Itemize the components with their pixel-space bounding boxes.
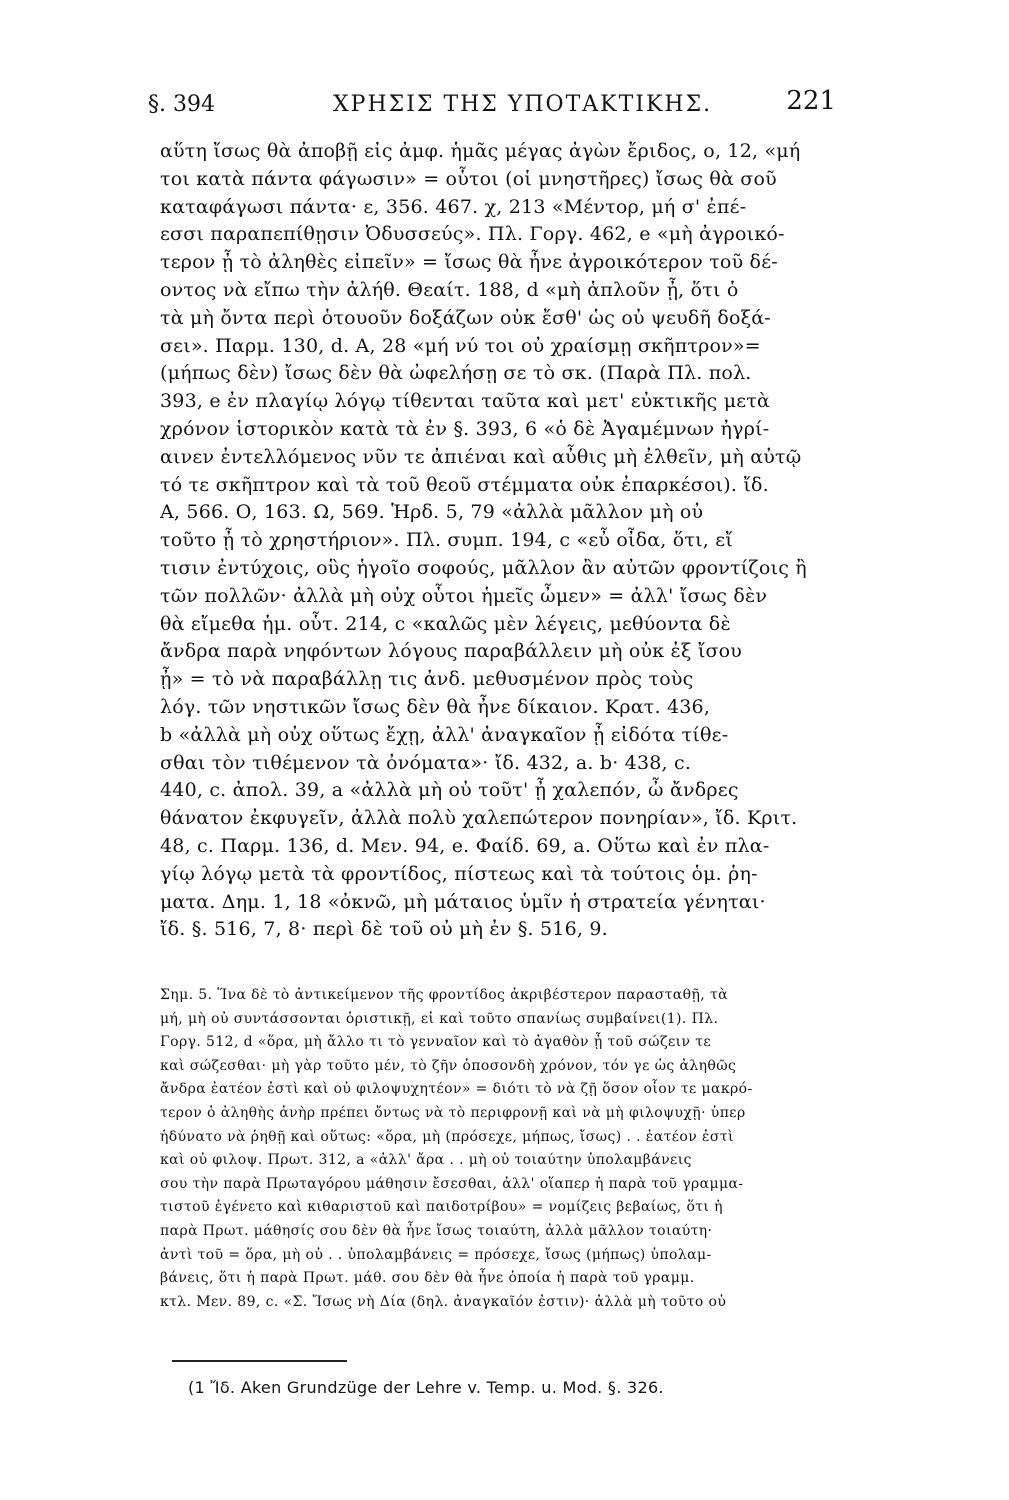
note-5-text <box>160 984 852 1314</box>
footnote-rule <box>172 1360 347 1362</box>
text-line: εσσι παραπεπίθῃσιν Ὀδυσσεύς». Πλ. Γοργ. 462, e «μὴ ἀγροικό- <box>160 223 785 246</box>
note-line: ἡδύνατο νὰ ῥηθῇ καὶ οὕτως: «ὅρα, μὴ (πρόσεχε, μήπως, ἴσως) . . ἐατέον ἐστὶ <box>160 1128 734 1145</box>
text-line: θὰ εἴμεθα ἡμ. οὗτ. 214, c «καλῶς μὲν λέγεις, μεθύοντα δὲ <box>160 612 731 635</box>
main-text <box>160 138 852 944</box>
note-line: ἀντὶ τοῦ = ὅρα, μὴ οὐ . . ὑπολαμβάνεις = πρόσεχε, ἴσως (μήπως) ὑπολαμ- <box>160 1246 712 1263</box>
note-line: βάνεις, ὅτι ἡ παρὰ Πρωτ. μάθ. σου δὲν θὰ ἦνε ὁποία ἡ παρὰ τοῦ γραμμ. <box>160 1270 695 1287</box>
text-line: χρόνον ἱστορικὸν κατὰ τὰ ἐν §. 393, 6 «ὁ δὲ Ἀγαμέμνων ἠγρί- <box>160 417 770 440</box>
footnote: (1 Ἴδ. Aken Grundzüge der Lehre v. Temp. u. Mod. §. 326. <box>188 1378 664 1397</box>
text-line: καταφάγωσι πάντα· ε, 356. 467. χ, 213 «Μέντορ, μή σ' ἐπέ- <box>160 195 747 218</box>
note-line: τερον ὁ ἀληθὴς ἀνὴρ πρέπει ὄντως νὰ τὸ περιφρονῇ καὶ νὰ μὴ φιλοψυχῇ· ὑπερ <box>160 1104 746 1121</box>
note-line: σου τὴν παρὰ Πρωταγόρου μάθησιν ἔσεσθαι, ἀλλ' οἵαπερ ἡ παρὰ τοῦ γραμμα- <box>160 1175 744 1192</box>
text-line: ματα. Δημ. 1, 18 «ὀκνῶ, μὴ μάταιος ὑμῖν ἡ στρατεία γένηται· <box>160 890 766 913</box>
text-line: λόγ. τῶν νηστικῶν ἴσως δὲν θὰ ἦνε δίκαιον. Κρατ. 436, <box>160 695 711 718</box>
note-line: μή, μὴ οὐ συντάσσονται ὁριστικῇ, εἰ καὶ τοῦτο σπανίως συμβαίνει(1). Πλ. <box>160 1010 719 1027</box>
text-line: αινεν ἐντελλόμενος νῦν τε ἀπιέναι καὶ αὖθις μὴ ἐλθεῖν, μὴ αὐτῷ <box>160 445 802 468</box>
text-line: σει». Παρμ. 130, d. Α, 28 «μή νύ τοι οὐ χραίσμῃ σκῆπτρον»= <box>160 334 761 357</box>
text-line: τό τε σκῆπτρον καὶ τὰ τοῦ θεοῦ στέμματα οὐκ ἐπαρκέσοι). ἴδ. <box>160 473 769 496</box>
text-line: b «ἀλλὰ μὴ οὐχ οὕτως ἔχῃ, ἀλλ' ἀναγκαῖον ᾖ εἰδότα τίθε- <box>160 723 729 746</box>
text-line: αὕτη ἴσως θὰ ἀποβῇ εἰς ἀμφ. ἡμᾶς μέγας ἀγὼν ἔριδος, ο, 12, «μή <box>160 140 801 162</box>
text-line: ἴδ. §. 516, 7, 8· περὶ δὲ τοῦ οὐ μὴ ἐν §. 516, 9. <box>160 918 608 941</box>
text-line: 393, e ἐν πλαγίῳ λόγῳ τίθενται ταῦτα καὶ μετ' εὐκτικῆς μετὰ <box>160 390 771 413</box>
text-line: 440, c. ἀπολ. 39, a «ἀλλὰ μὴ οὐ τοῦτ' ᾖ χαλεπόν, ὦ ἄνδρες <box>160 779 739 802</box>
text-line: θάνατον ἐκφυγεῖν, ἀλλὰ πολὺ χαλεπώτερον πονηρίαν», ἴδ. Κριτ. <box>160 807 798 830</box>
text-line: τερον ᾖ τὸ ἀληθὲς εἰπεῖν» = ἴσως θὰ ἦνε ἀγροικότερον τοῦ δέ- <box>160 251 778 274</box>
text-line: ἄνδρα παρὰ νηφόντων λόγους παραβάλλειν μὴ οὐκ ἐξ ἴσου <box>160 640 743 663</box>
text-line: τῶν πολλῶν· ἀλλὰ μὴ οὐχ οὗτοι ἡμεῖς ὦμεν» = ἀλλ' ἴσως δὲν <box>160 584 768 607</box>
note-line: ἄνδρα ἐατέον ἐστὶ καὶ οὐ φιλοψυχητέον» = διότι τὸ νὰ ζῇ ὅσον οἷον τε μακρό- <box>160 1081 753 1098</box>
note-line: κτλ. Μεν. 89, c. «Σ. Ἴσως νὴ Δία (δηλ. ἀναγκαῖόν ἐστιν)· ἀλλὰ μὴ τοῦτο οὐ <box>160 1293 727 1310</box>
note-line: παρὰ Πρωτ. μάθησίς σου δὲν θὰ ἦνε ἴσως τοιαύτη, ἀλλὰ μᾶλλον τοιαύτη· <box>160 1222 713 1239</box>
text-line: Α, 566. Ο, 163. Ω, 569. Ἡρδ. 5, 79 «ἀλλὰ μᾶλλον μὴ οὐ <box>160 501 704 524</box>
running-header <box>148 78 848 128</box>
text-line: τοι κατὰ πάντα φάγωσιν» = οὗτοι (οἱ μνηστῆρες) ἴσως θὰ σοῦ <box>160 167 777 190</box>
text-line: οντος νὰ εἴπω τὴν ἀλήθ. Θεαίτ. 188, d «μὴ ἁπλοῦν ᾖ, ὅτι ὁ <box>160 278 739 301</box>
text-line: (μήπως δὲν) ἴσως δὲν θὰ ὠφελήσῃ σε τὸ σκ. (Παρὰ Πλ. πολ. <box>160 362 752 385</box>
text-line: σθαι τὸν τιθέμενον τὰ ὀνόματα»· ἴδ. 432, a. b· 438, c. <box>160 751 692 774</box>
running-title: ΧΡΗΣΙΣ ΤΗΣ ΥΠΟΤΑΚΤΙΚΗΣ. <box>333 92 713 117</box>
note-line: καὶ οὐ φιλοψ. Πρωτ. 312, a «ἀλλ' ἄρα . . μὴ οὐ τοιαύτην ὑπολαμβάνεις <box>160 1152 692 1169</box>
section-number: §. 394 <box>148 92 215 117</box>
note-line: τιστοῦ ἐγένετο καὶ κιθαριστοῦ καὶ παιδοτρίβου» = νομίζεις βεβαίως, ὅτι ἡ <box>160 1199 723 1216</box>
text-line: ᾖ» = τὸ νὰ παραβάλλῃ τις ἀνδ. μεθυσμένον πρὸς τοὺς <box>160 668 694 691</box>
text-line: γίῳ λόγῳ μετὰ τὰ φροντίδος, πίστεως καὶ τὰ τούτοις ὁμ. ῥη- <box>160 862 758 885</box>
note-line: καὶ σώζεσθαι· μὴ γὰρ τοῦτο μέν, τὸ ζῆν ὁποσονδὴ χρόνον, τόν γε ὡς ἀληθῶς <box>160 1057 737 1074</box>
text-line: τισιν ἐντύχοις, οὓς ἡγοῖο σοφούς, μᾶλλον ἂν αὐτῶν φροντίζοις ἢ <box>160 556 807 579</box>
text-line: τὰ μὴ ὄντα περὶ ὁτουοῦν δοξάζων οὐκ ἔσθ' ὡς οὐ ψευδῆ δοξά- <box>160 306 771 329</box>
page-number: 221 <box>786 86 836 116</box>
text-line: τοῦτο ᾖ τὸ χρηστήριον». Πλ. συμπ. 194, c «εὖ οἶδα, ὅτι, εἴ <box>160 529 733 552</box>
note-line: Σημ. 5. Ἵνα δὲ τὸ ἀντικείμενον τῆς φροντίδος ἀκριβέστερον παρασταθῇ, τὰ <box>160 987 728 1003</box>
text-line: 48, c. Παρμ. 136, d. Μεν. 94, e. Φαίδ. 69, a. Οὕτω καὶ ἐν πλα- <box>160 834 770 857</box>
note-line: Γοργ. 512, d «ὅρα, μὴ ἄλλο τι τὸ γενναῖον καὶ τὸ ἀγαθὸν ᾖ τοῦ σώζειν τε <box>160 1034 712 1051</box>
